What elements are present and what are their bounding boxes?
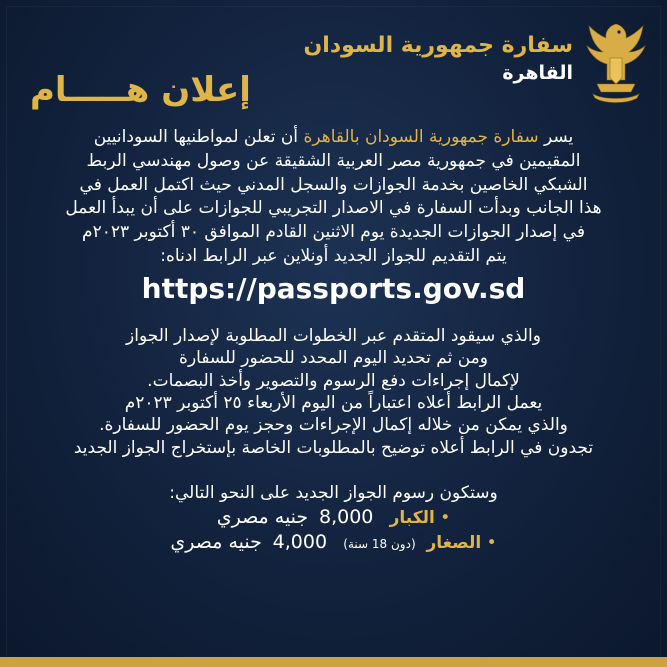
steps-line: تجدون في الرابط أعلاه توضيح بالمطلوبات الخاصة بإستخراج الجواز الجديد	[73, 437, 594, 458]
steps-line: والذي سيقود المتقدم عبر الخطوات المطلوبة لإصدار الجواز	[126, 325, 541, 346]
announcement-title: إعلان هـــــام	[30, 70, 251, 110]
intro-text: أن تعلن لمواطنيها السودانيين	[93, 127, 299, 147]
embassy-header	[304, 18, 649, 104]
steps-line: والذي يمكن من خلاله إكمال الإجراءات وحجز يوم الحضور للسفارة.	[99, 415, 568, 436]
embassy-highlight: سفارة جمهورية السودان بالقاهرة	[303, 127, 539, 147]
fees-intro: وستكون رسوم الجواز الجديد على النحو التالي:	[169, 483, 498, 504]
intro-text: يسر	[543, 127, 574, 147]
fee-minors-row	[26, 530, 641, 556]
fee-adults-label: الكبار	[389, 508, 435, 529]
sudan-emblem-icon	[583, 18, 649, 104]
embassy-city: القاهرة	[502, 62, 573, 84]
embassy-name: سفارة جمهورية السودان	[303, 33, 573, 58]
steps-line: لإكمال إجراءات دفع الرسوم والتصوير وأخذ البصمات.	[147, 370, 520, 391]
steps-paragraph	[26, 325, 641, 459]
fee-minors-amount: 4,000	[272, 531, 328, 554]
fee-adults-row	[26, 505, 641, 530]
bullet-icon: •	[486, 533, 497, 554]
fee-adults-amount: 8,000	[318, 506, 374, 529]
embassy-title-block	[304, 32, 573, 86]
passport-url-link[interactable]: https://passports.gov.sd	[141, 271, 526, 305]
fee-adults-unit: جنيه مصري	[216, 506, 309, 529]
fees-section	[26, 481, 641, 556]
bottom-gold-bar	[0, 657, 667, 667]
intro-line: المقيمين في جمهورية مصر العربية الشقيقة عن وصول مهندسي الربط	[86, 150, 581, 171]
fee-minors-note: (دون 18 سنة)	[343, 537, 416, 552]
apply-online-line: يتم التقديم للجواز الجديد أونلاين عبر الرابط ادناه:	[160, 245, 507, 266]
steps-line: ومن ثم تحديد اليوم المحدد للحضور للسفارة	[179, 348, 488, 369]
intro-line	[26, 126, 641, 150]
intro-line: هذا الجانب وبدأت السفارة في الاصدار التجريبي للجوازات على أن يبدأ العمل	[65, 198, 602, 219]
intro-line: في إصدار الجوازات الجديدة يوم الاثنين القادم الموافق ٣٠ أكتوبر ٢٠٢٣م	[82, 222, 585, 243]
intro-line: الشبكي الخاصين بخدمة الجوازات والسجل المدني حيث اكتمل العمل في	[79, 174, 588, 195]
announcement-body	[26, 126, 641, 556]
intro-paragraph	[26, 126, 641, 269]
steps-line: يعمل الرابط أعلاه اعتباراً من اليوم الأربعاء ٢٥ أكتوبر ٢٠٢٣م	[124, 393, 543, 413]
fee-minors-label: الصغار	[426, 533, 482, 554]
fee-minors-unit: جنيه مصري	[170, 531, 262, 554]
bullet-icon: •	[440, 508, 451, 529]
